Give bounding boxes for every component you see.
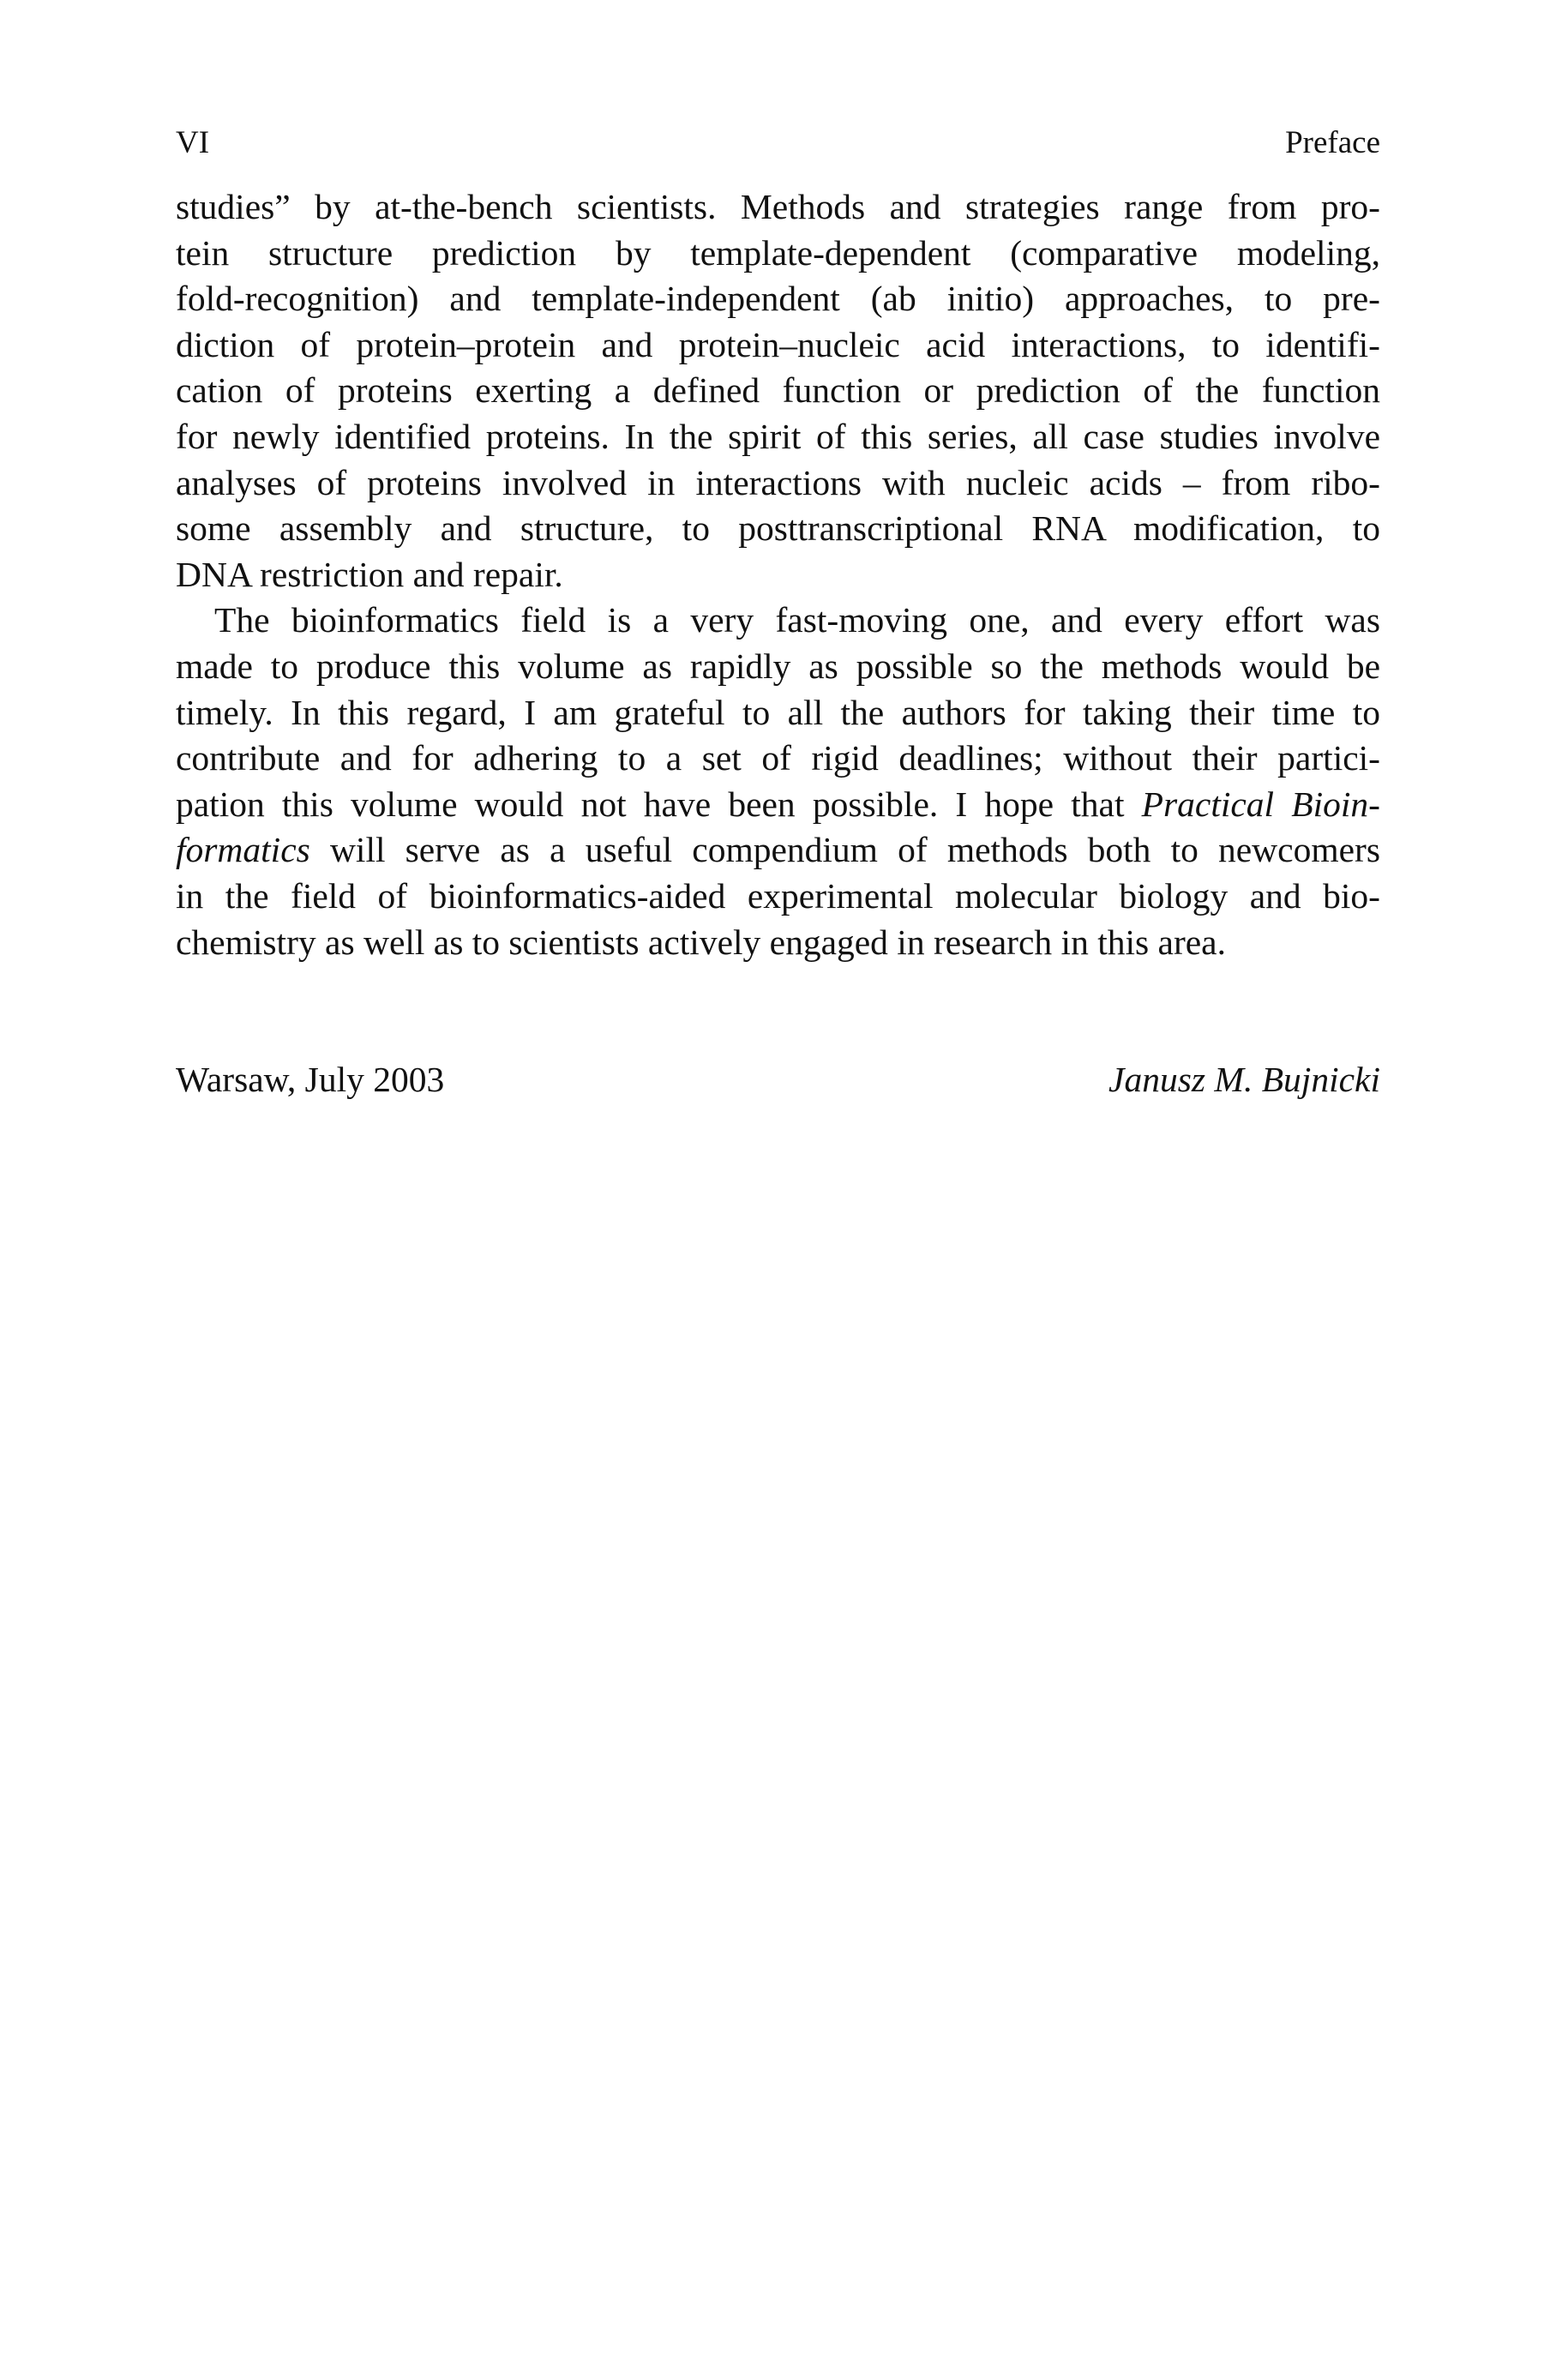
paragraph-1 (176, 184, 1380, 598)
page-number: VI (176, 125, 210, 160)
preface-body (176, 184, 1380, 965)
book-title-italic: formatics (176, 830, 310, 870)
text-line: diction of protein–protein and protein–nucleic acid interactions, to identifi- (176, 324, 1380, 364)
section-title: Preface (1285, 125, 1380, 160)
text-run: will serve as a useful compendium of methods both to newcomers (309, 830, 1380, 870)
text-line: DNA restriction and repair. (176, 554, 563, 594)
text-line: for newly identified proteins. In the spirit of this series, all case studies involve (176, 416, 1380, 456)
book-title-italic: Practical Bioin- (1141, 784, 1380, 824)
text-line: studies” by at-the-bench scientists. Methods and strategies range from pro- (176, 187, 1380, 226)
paragraph-2 (176, 598, 1380, 965)
signature-row (176, 1056, 1380, 1102)
text-line: tein structure prediction by template-dependent (comparative modeling, (176, 232, 1380, 273)
text-line: contribute and for adhering to a set of rigid deadlines; without their partici- (176, 738, 1380, 778)
place-date: Warsaw, July 2003 (176, 1060, 445, 1099)
text-line: in the field of bioinformatics-aided experimental molecular biology and bio- (176, 875, 1380, 916)
running-head (176, 124, 1380, 162)
text-line: chemistry as well as to scientists actively engaged in research in this area. (176, 922, 1226, 962)
text-line (176, 782, 1380, 828)
text-run: pation this volume would not have been possible. I hope that (176, 784, 1142, 824)
text-line: cation of proteins exerting a defined function or prediction of the function (176, 370, 1380, 411)
text-line: made to produce this volume as rapidly as possible so the methods would be (176, 646, 1380, 686)
text-line: some assembly and structure, to posttranscriptional RNA modification, to (176, 508, 1380, 549)
text-line (176, 827, 1380, 874)
text-line: analyses of proteins involved in interactions with nucleic acids – from ribo- (176, 462, 1380, 502)
author-name: Janusz M. Bujnicki (1108, 1060, 1380, 1099)
text-line: timely. In this regard, I am grateful to all the authors for taking their time to (176, 692, 1380, 732)
text-line: fold-recognition) and template-independent (ab initio) approaches, to pre- (176, 279, 1380, 319)
text-line: The bioinformatics field is a very fast-moving one, and every effort was (214, 600, 1380, 640)
